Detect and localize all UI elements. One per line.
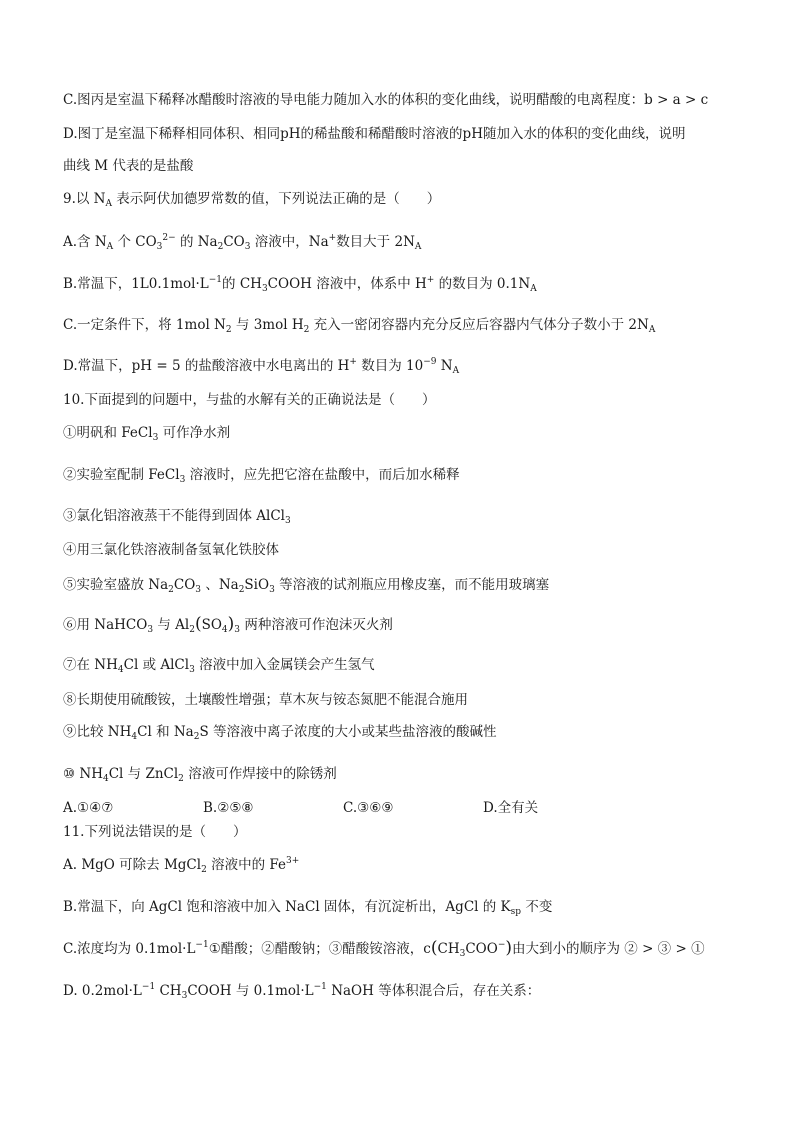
q10-item-8: ⑧长期使用硫酸铵，土壤酸性增强；草木灰与铵态氮肥不能混合施用	[63, 692, 468, 708]
q11-option-c: C.浓度均为 $0.1mol\cdot L^{-1}①$醋酸；②醋酸钠；③醋酸铵溶液，$c(CH_3COO^-)$由大到小的顺序为 ② > ③ > ①	[63, 938, 705, 959]
q9-option-c: C.一定条件下，将 1mol $N_2$ 与 3mol $H_2$ 充入一密闭容器内充分反应后容器内气体分子数小于 $2N_A$	[63, 317, 656, 335]
q10-choice-a: A.①④⑦	[63, 800, 114, 816]
q10-item-6: ⑥用 NaHCO$_3$ 与 $Al_2(SO_4)_3$ 两种溶液可作泡沫灭火剂	[63, 614, 393, 635]
q10-choice-c: C.③⑥⑨	[343, 800, 394, 816]
q10-choice-d: D.全有关	[483, 800, 539, 816]
q10-item-1: ①明矾和 FeCl$_3$ 可作净水剂	[63, 425, 231, 443]
q11-option-d: D. $0.2mol\cdot L^{-1}$ $CH_3COOH$ 与 $0.1mol\cdot L^{-1}$ NaOH 等体积混合后，存在关系：	[63, 982, 541, 1001]
q10-item-9: ⑨比较 $NH_4Cl$ 和 $Na_2S$ 等溶液中离子浓度的大小或某些盐溶液的酸碱性	[63, 724, 497, 742]
q9-option-a: A.含 $N_A$ 个 $CO_3^{2-}$ 的 $Na_2CO_3$ 溶液中，Na+数目大于 $2N_A$	[63, 233, 422, 252]
q11-option-b: B.常温下，向 AgCl 饱和溶液中加入 NaCl 固体，有沉淀析出，AgCl 的 $K_{sp}$ 不变	[63, 899, 553, 917]
q8-option-d-line2: 曲线 M 代表的是盐酸	[63, 158, 194, 174]
q9-option-b: B.常温下，$1L0.1mol\cdot L^{-1}$的 $CH_3COOH$ 溶液中，体系中 H+ 的数目为 $0.1N_A$	[63, 275, 537, 294]
q10-item-4: ④用三氯化铁溶液制备氢氧化铁胶体	[63, 542, 279, 558]
q10-choice-b: B.②⑤⑧	[203, 800, 254, 816]
q10-stem: 10.下面提到的问题中，与盐的水解有关的正确说法是（ ）	[63, 392, 436, 408]
q11-stem: 11.下列说法错误的是（ ）	[63, 824, 247, 840]
q10-item-3: ③氯化铝溶液蒸干不能得到固体 AlCl$_3$	[63, 508, 291, 526]
q10-item-2: ②实验室配制 FeCl$_3$ 溶液时，应先把它溶在盐酸中，而后加水稀释	[63, 467, 460, 485]
q8-option-d-line1: D.图丁是室温下稀释相同体积、相同pH的稀盐酸和稀醋酸时溶液的pH随加入水的体积的变化曲线，说明	[63, 126, 686, 142]
q10-item-5: ⑤实验室盛放 $Na_2CO_3$ 、$Na_2SiO_3$ 等溶液的试剂瓶应用橡皮塞，而不能用玻璃塞	[63, 577, 550, 595]
q8-option-c: C.图丙是室温下稀释冰醋酸时溶液的导电能力随加入水的体积的变化曲线，说明醋酸的电离程度：b > a > c	[63, 92, 709, 108]
q9-stem: 9.以 $N_A$ 表示阿伏加德罗常数的值，下列说法正确的是（ ）	[63, 191, 441, 209]
q10-item-7: ⑦在 $NH_4Cl$ 或 AlCl$_3$ 溶液中加入金属镁会产生氢气	[63, 657, 375, 675]
q10-item-10: ⑩ $NH_4Cl$ 与 ZnCl$_2$ 溶液可作焊接中的除锈剂	[63, 766, 337, 784]
q9-option-d: D.常温下，pH = 5 的盐酸溶液中水电离出的 H+ 数目为 $10^{-9}$ $N_A$	[63, 357, 460, 376]
q11-option-a: A. MgO 可除去 MgCl$_2$ 溶液中的 $Fe^{3+}$	[63, 856, 300, 875]
